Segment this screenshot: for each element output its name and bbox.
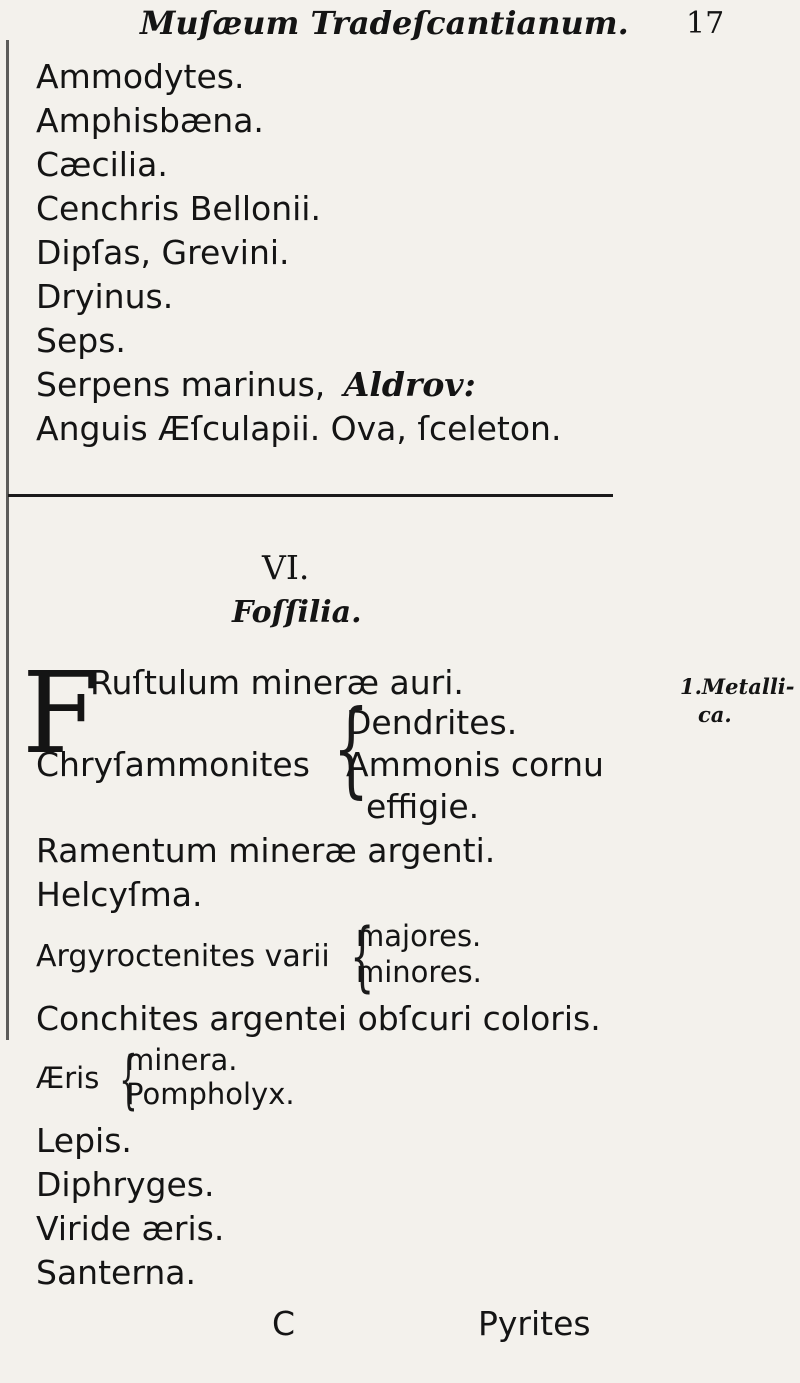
entry-frustulum: Ruſtulum mineræ auri. — [90, 663, 464, 702]
entry-lepis: Lepis. — [36, 1121, 132, 1160]
signature-mark: C — [272, 1304, 296, 1343]
aeris-option-1: minera. — [126, 1043, 238, 1077]
brace-chrysammonites: { — [332, 687, 370, 809]
argyro-option-1: majores. — [356, 919, 482, 953]
section-rule — [8, 494, 613, 497]
entry-aeris: Æris — [36, 1061, 100, 1095]
margin-note-line2: ca. — [698, 702, 732, 727]
entry-conchites: Conchites argentei obſcuri coloris. — [36, 999, 601, 1038]
entry-dipsas: Dipſas, Grevini. — [36, 233, 290, 272]
entry-serpens-text: Serpens marinus, — [36, 365, 326, 404]
catchword: Pyrites — [478, 1304, 591, 1343]
page-number: 17 — [686, 6, 725, 41]
aeris-option-2: Pompholyx. — [126, 1077, 295, 1111]
entry-diphryges: Diphryges. — [36, 1165, 215, 1204]
entry-dryinus: Dryinus. — [36, 277, 174, 316]
section-number: VI. — [262, 548, 310, 587]
entry-chrysammonites: Chryſammonites — [36, 745, 310, 784]
argyro-option-2: minores. — [356, 955, 482, 989]
entry-serpens-ref: Aldrov: — [343, 365, 476, 404]
entry-santerna: Santerna. — [36, 1253, 196, 1292]
chrys-option-2: Ammonis cornu — [346, 745, 604, 784]
entry-seps: Seps. — [36, 321, 126, 360]
page-edge-line — [6, 40, 9, 1040]
entry-argyroctenites: Argyroctenites varii — [36, 939, 330, 974]
drop-cap: F — [22, 649, 100, 779]
entry-ramentum: Ramentum mineræ argenti. — [36, 831, 496, 870]
entry-anguis: Anguis Æſculapii. Ova, ſceleton. — [36, 409, 562, 448]
entry-serpens — [36, 365, 476, 404]
entry-cenchris: Cenchris Bellonii. — [36, 189, 321, 228]
running-header — [0, 0, 800, 60]
section-title: Foſſilia. — [232, 595, 362, 630]
entry-helcysma: Helcyſma. — [36, 875, 203, 914]
entry-ammodytes: Ammodytes. — [36, 57, 245, 96]
brace-argyroctenites: { — [350, 911, 375, 1000]
entry-amphisbaena: Amphisbæna. — [36, 101, 264, 140]
brace-aeris: { — [119, 1043, 138, 1117]
entry-viride-aeris: Viride æris. — [36, 1209, 225, 1248]
chrys-option-1: Dendrites. — [346, 703, 518, 742]
margin-note-line1: 1.Metalli- — [680, 674, 795, 699]
chrys-option-3: effigie. — [366, 787, 480, 826]
entry-caecilia: Cæcilia. — [36, 145, 168, 184]
running-title: Muſæum Tradeſcantianum. — [140, 4, 629, 42]
